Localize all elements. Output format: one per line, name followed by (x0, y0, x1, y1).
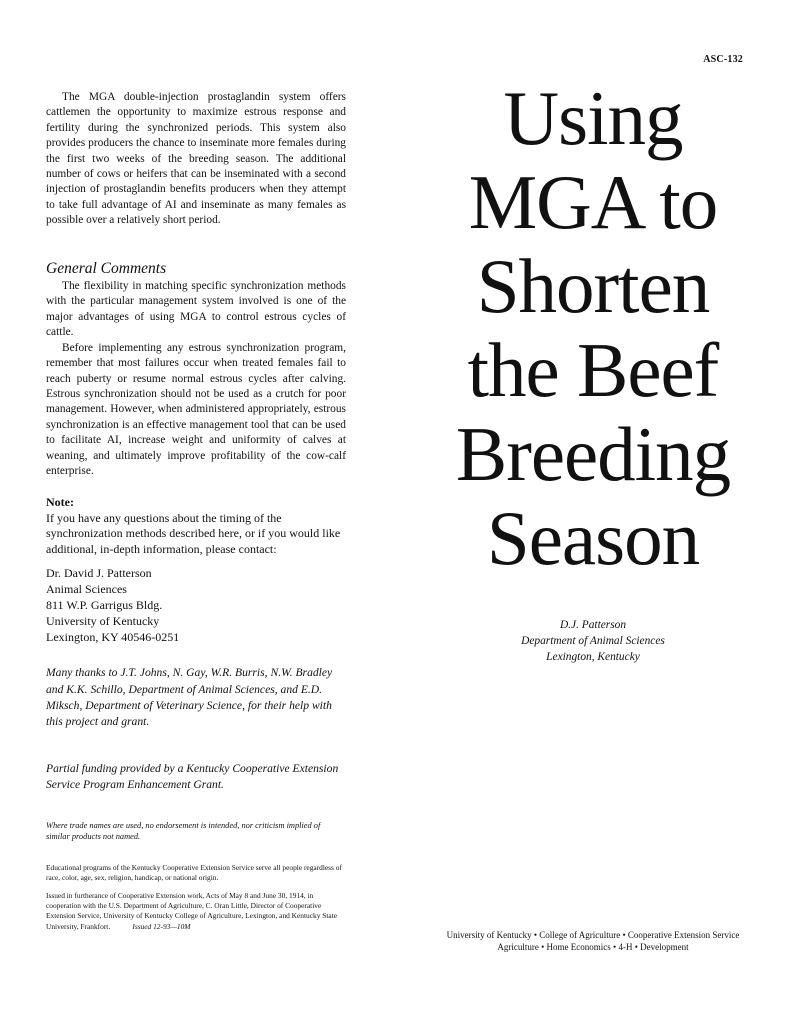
general-comments-heading: General Comments (46, 259, 167, 277)
general-paragraph-1: The flexibility in matching specific synchronization methods with the particular management system involved is one of the major advantages of using MGA to control estrous cycles of cattle. (46, 280, 346, 339)
contact-name: Dr. David J. Patterson (46, 566, 152, 581)
author-name: D.J. Patterson (559, 619, 627, 631)
intro-paragraph: The MGA double-injection prostaglandin system offers cattlemen the opportunity to maximize estrous response and fertility during the synchronized periods. This system also provides producers the chance to inseminate more females during the first two weeks of the breeding season. The additional number of cows or heifers that can be inseminated with a second injection of prostaglandin benefits producers when they attempt to take full advantage of AI and inseminate as many females as possible over a relatively short period. (46, 91, 346, 227)
issued-date: Issued 12-93—10M (132, 921, 191, 931)
general-paragraph-2: Before implementing any estrous synchronization program, remember that most failures occur when treated females fail to reach puberty or resume normal estrous cycles after calving. Estrous synchronization should not be used as a crutch for poor management. However, when administered appropriately, estrous synchronization is an effective management tool that can be used to facilitate AI, increase weight and uniformity of calves at weaning, and ultimately improve profitability of the cow-calf enterprise. (46, 341, 346, 477)
note-body: If you have any questions about the timing of the synchronization methods described here, or if you would like additional, in-depth information, please contact: (46, 510, 341, 556)
publisher-footer (440, 929, 746, 953)
contact-dept: Animal Sciences (46, 582, 127, 597)
title-line: the Beef (467, 327, 719, 413)
contact-university: University of Kentucky (46, 614, 160, 629)
author-dept: Department of Animal Sciences (521, 635, 665, 647)
author-location: Lexington, Kentucky (546, 651, 640, 663)
contact-address: 811 W.P. Garrigus Bldg. (46, 598, 163, 613)
educational-statement: Educational programs of the Kentucky Cooperative Extension Service serve all people regardless of race, color, age, sex, religion, handicap, or national origin. (46, 862, 342, 882)
document-code: ASC-132 (703, 54, 743, 65)
title-line: Season (486, 495, 700, 581)
left-column (46, 90, 346, 932)
contact-block (46, 565, 346, 645)
footer-line-2: Agriculture • Home Economics • 4-H • Development (497, 942, 689, 952)
title-line: Breeding (455, 411, 731, 497)
author-block (470, 617, 716, 665)
footer-line-1: University of Kentucky • College of Agriculture • Cooperative Extension Service (446, 930, 740, 940)
document-title (420, 76, 766, 580)
title-line: Shorten (476, 243, 710, 329)
issued-statement (46, 891, 346, 932)
title-line: MGA to (468, 159, 718, 245)
title-line: Using (503, 75, 683, 161)
contact-city: Lexington, KY 40546-0251 (46, 630, 180, 645)
trade-name-disclaimer: Where trade names are used, no endorsement is intended, nor criticism implied of similar products not named. (46, 820, 321, 842)
acknowledgements: Many thanks to J.T. Johns, N. Gay, W.R. Burris, N.W. Bradley and K.K. Schillo, Department of Animal Sciences, and E.D. Miksch, Department of Veterinary Science, for their help with this project and grant. (46, 666, 333, 729)
funding-note: Partial funding provided by a Kentucky Cooperative Extension Service Program Enhancement Grant. (46, 761, 339, 792)
note-title: Note: (46, 495, 74, 510)
issued-text: Issued in furtherance of Cooperative Extension work, Acts of May 8 and June 30, 1914, in cooperation with the U.S. Department of Agriculture, C. Oran Little, Director of Cooperative Extension Service, University of Kentucky College of Agriculture, Lexington, and Kentucky State University, Frankfort. (46, 890, 338, 931)
